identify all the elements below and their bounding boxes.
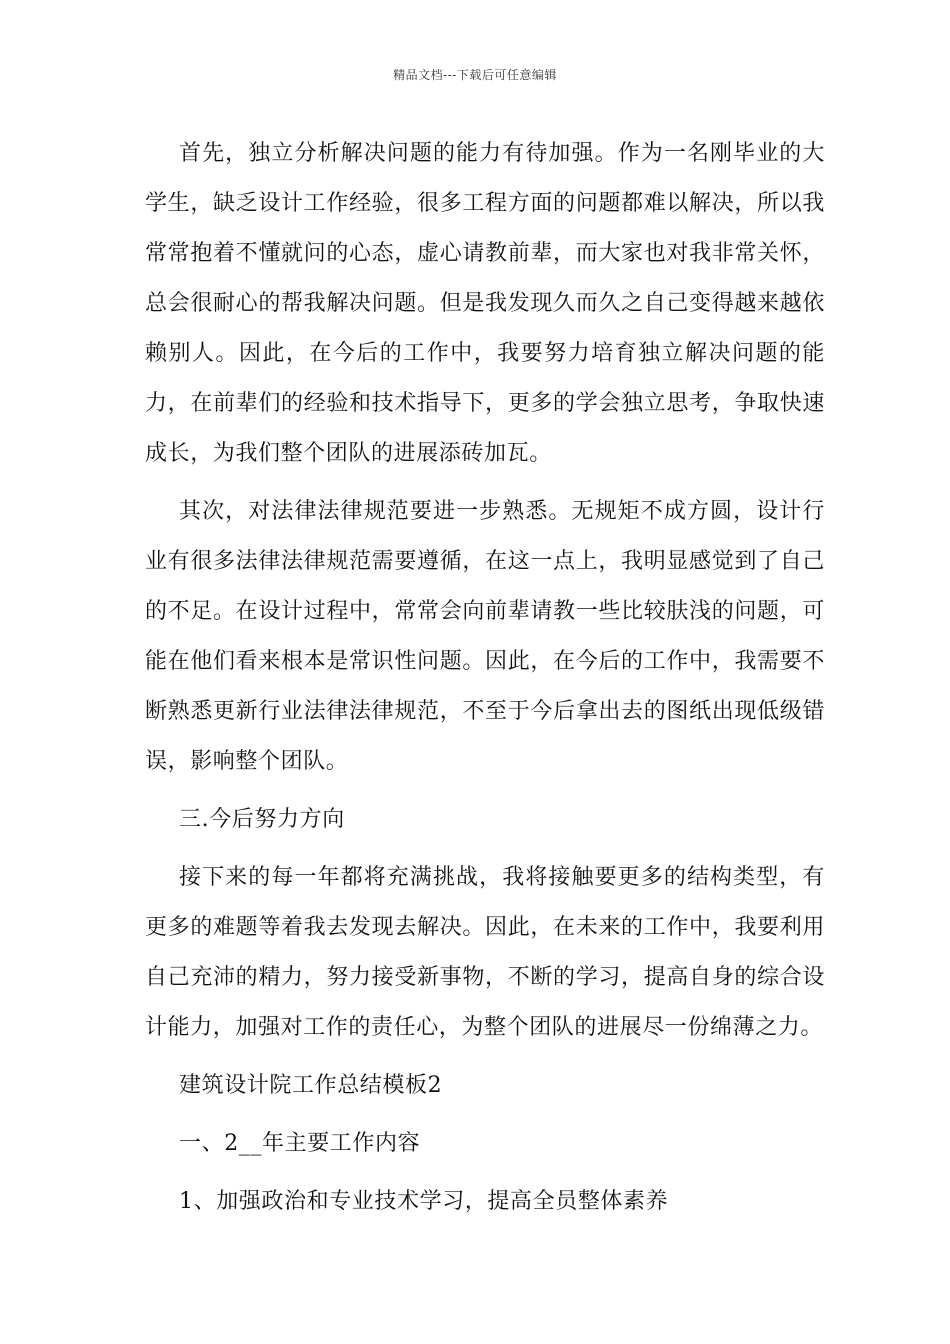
paragraph-gap — [145, 1053, 825, 1061]
paragraph-gap — [145, 787, 825, 795]
paragraph-gap — [145, 1111, 825, 1119]
paragraph-analysis-ability: 首先，独立分析解决问题的能力有待加强。作为一名刚毕业的大学生，缺乏设计工作经验，很多工程方面的问题都难以解决，所以我常常抱着不懂就问的心态，虚心请教前辈，而大家也对我非常关怀，总会很耐心的帮我解决问题。但是我发现久而久之自己变得越来越依赖别人。因此，在今后的工作中，我要努力培育独立解决问题的能力，在前辈们的经验和技术指导下，更多的学会独立思考，争取快速成长，为我们整个团队的进展添砖加瓦。 — [145, 141, 825, 466]
section-heading-future-direction: 三.今后努力方向 — [179, 807, 345, 832]
section-heading-main-work: 一、2__年主要工作内容 — [179, 1131, 421, 1156]
document-title-template-2: 建筑设计院工作总结模板2 — [179, 1073, 443, 1098]
paragraph-gap — [145, 479, 825, 487]
paragraph-gap — [145, 1169, 825, 1177]
paragraph-gap — [145, 845, 825, 853]
paragraph-future-plan: 接下来的每一年都将充满挑战，我将接触要更多的结构类型，有更多的难题等着我去发现去解决。因此，在未来的工作中，我要利用自己充沛的精力，努力接受新事物，不断的学习，提高自身的综合设计能力，加强对工作的责任心，为整个团队的进展尽一份绵薄之力。 — [145, 865, 825, 1040]
document-body — [145, 129, 825, 1227]
page-header: 精品文档---下载后可任意编辑 — [393, 68, 557, 82]
subheading-political-study: 1、加强政治和专业技术学习，提高全员整体素养 — [179, 1189, 669, 1214]
paragraph-regulations: 其次，对法律法律规范要进一步熟悉。无规矩不成方圆，设计行业有很多法律法律规范需要遵循，在这一点上，我明显感觉到了自己的不足。在设计过程中，常常会向前辈请教一些比较肤浅的问题，可能在他们看来根本是常识性问题。因此，在今后的工作中，我需要不断熟悉更新行业法律法律规范，不至于今后拿出去的图纸出现低级错误，影响整个团队。 — [145, 499, 825, 774]
